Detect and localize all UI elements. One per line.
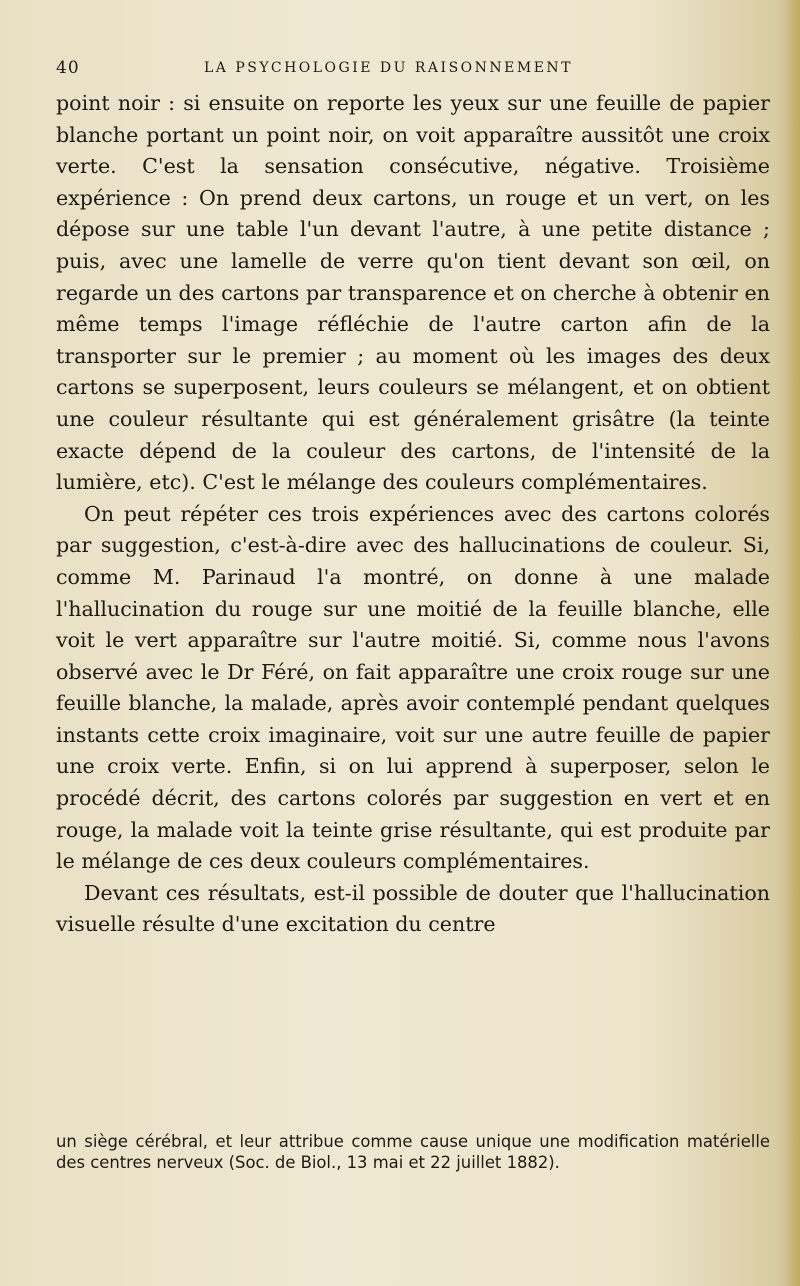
footnote bbox=[56, 1132, 770, 1173]
page-edge-shadow bbox=[786, 0, 800, 1286]
paragraph-3: Devant ces résultats, est-il possible de douter que l'hallucination visuelle résulte d'une excitation du centre bbox=[56, 880, 770, 937]
footnote-text: un siège cérébral, et leur attribue comme cause unique une modification matérielle des centres nerveux (Soc. de Biol., 13 mai et 22 juillet 1882). bbox=[56, 1132, 770, 1172]
running-title: LA PSYCHOLOGIE DU RAISONNEMENT bbox=[204, 60, 574, 76]
paragraph-1: point noir : si ensuite on reporte les yeux sur une feuille de papier blanche portant un point noir, on voit apparaître aussitôt une croix verte. C'est la sensation consécutive, négative. Troisième expérience : On prend deux cartons, un rouge et un vert, on les dépose sur une table l'un devant l'autre, à une petite distance ; puis, avec une lamelle de verre qu'on tient devant son œil, on regarde un des cartons par transparence et on cherche à obtenir en même temps l'image réfléchie de l'autre carton afin de la transporter sur le premier ; au moment où les images des deux cartons se superposent, leurs couleurs se mélangent, et on obtient une couleur résultante qui est généralement grisâtre (la teinte exacte dépend de la couleur des cartons, de l'intensité de la lumière, etc). C'est le mélange des couleurs complémentaires. bbox=[56, 91, 770, 495]
body-text bbox=[56, 88, 770, 941]
running-head bbox=[56, 58, 766, 84]
paragraph-2: On peut répéter ces trois expériences avec des cartons colorés par suggestion, c'est-à-dire avec des hallucinations de couleur. Si, comme M. Parinaud l'a montré, on donne à une malade l'hallucination du rouge sur une moitié de la feuille blanche, elle voit le vert apparaître sur l'autre moitié. Si, comme nous l'avons observé avec le Dr Féré, on fait apparaître une croix rouge sur une feuille blanche, la malade, après avoir contemplé pendant quelques instants cette croix imaginaire, voit sur une autre feuille de papier une croix verte. Enfin, si on lui apprend à superposer, selon le procédé décrit, des cartons colorés par suggestion en vert et en rouge, la malade voit la teinte grise résultante, qui est produite par le mélange de ces deux couleurs complémentaires. bbox=[56, 501, 770, 874]
page-number: 40 bbox=[56, 58, 80, 78]
